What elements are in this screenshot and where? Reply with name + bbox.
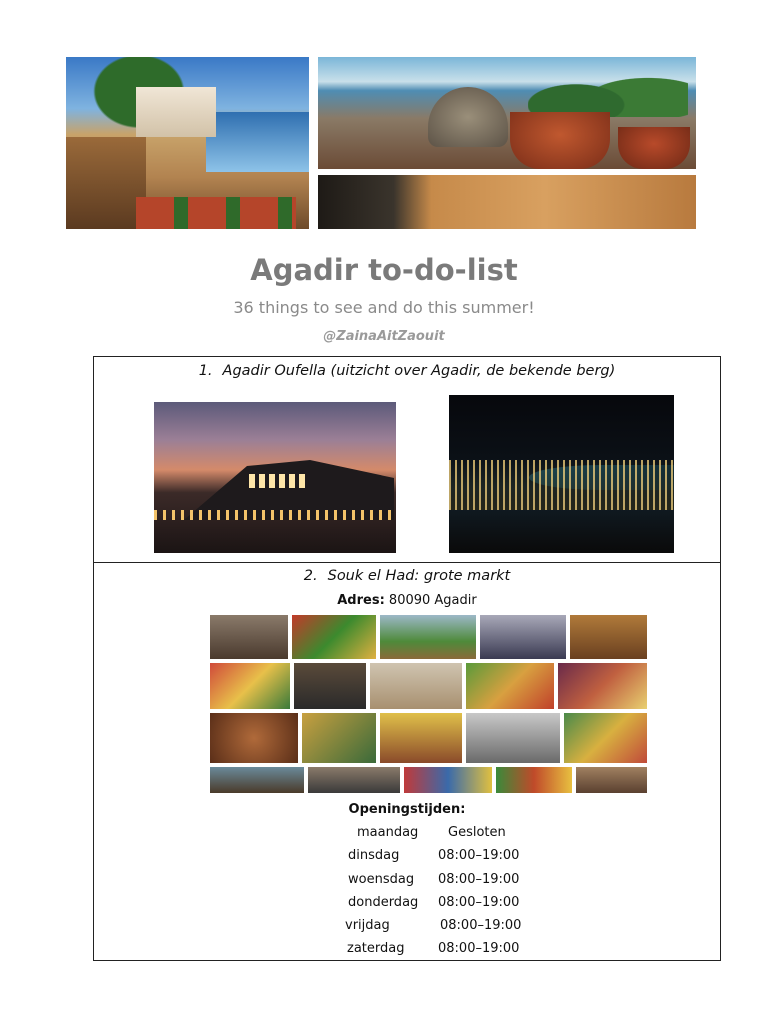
- hours-day-wednesday: woensdag: [348, 872, 415, 887]
- item-2-number: 2.: [303, 568, 318, 584]
- market-photo: [308, 767, 400, 793]
- item-2-title: Souk el Had: grote markt: [327, 568, 511, 584]
- market-photo: [380, 615, 476, 659]
- table-row-divider: [94, 562, 720, 563]
- collage-photo-cactus-pots: [318, 57, 696, 169]
- page-title: Agadir to-do-list: [250, 253, 518, 287]
- address-label: Adres:: [337, 593, 385, 608]
- hours-day-friday: vrijdag: [345, 918, 390, 933]
- market-photo: [570, 615, 647, 659]
- hours-day-saturday: zaterdag: [347, 941, 405, 956]
- item-1-number: 1.: [198, 363, 213, 379]
- market-photo: [564, 713, 647, 763]
- market-photo: [466, 663, 554, 709]
- opening-hours-title: Openingstijden:: [348, 802, 466, 817]
- market-photo: [480, 615, 566, 659]
- market-photo: [210, 713, 298, 763]
- market-photo: [210, 663, 290, 709]
- hours-time-saturday: 08:00–19:00: [438, 941, 520, 956]
- hours-time-monday: Gesloten: [448, 825, 506, 840]
- collage-photo-sand-dunes: [318, 175, 696, 229]
- photo-agadir-night-view: [449, 395, 674, 553]
- photo-agadir-oufella-dusk: [154, 402, 396, 553]
- header-photo-collage: [66, 57, 696, 229]
- hours-time-tuesday: 08:00–19:00: [438, 848, 520, 863]
- market-photo: [466, 713, 560, 763]
- market-photo: [380, 713, 462, 763]
- page-subtitle: 36 things to see and do this summer!: [233, 298, 535, 317]
- market-photo: [576, 767, 647, 793]
- author-handle: @ZainaAitZaouit: [323, 329, 445, 344]
- market-photo-row-4: [210, 767, 647, 793]
- market-photo: [292, 615, 376, 659]
- item-2-address: [94, 593, 720, 608]
- market-photo: [558, 663, 647, 709]
- market-photo: [210, 767, 304, 793]
- market-photo: [210, 615, 288, 659]
- address-value: 80090 Agadir: [388, 593, 477, 608]
- market-photo: [496, 767, 572, 793]
- market-photo-row-2: [210, 663, 647, 709]
- market-photo: [370, 663, 462, 709]
- item-2-heading: [94, 568, 720, 584]
- hours-time-wednesday: 08:00–19:00: [438, 872, 520, 887]
- hours-time-thursday: 08:00–19:00: [438, 895, 520, 910]
- market-photo: [302, 713, 376, 763]
- todo-table: [93, 356, 721, 961]
- market-photo-row-3: [210, 713, 647, 763]
- collage-photo-coastal-village: [66, 57, 309, 229]
- item-1-heading: [94, 363, 720, 379]
- market-photo-row-1: [210, 615, 647, 659]
- hours-day-thursday: donderdag: [348, 895, 419, 910]
- hours-time-friday: 08:00–19:00: [440, 918, 522, 933]
- market-photo: [404, 767, 492, 793]
- hours-day-tuesday: dinsdag: [348, 848, 400, 863]
- item-1-title: Agadir Oufella (uitzicht over Agadir, de bekende berg): [222, 363, 616, 379]
- market-photo: [294, 663, 366, 709]
- hours-day-monday: maandag: [357, 825, 419, 840]
